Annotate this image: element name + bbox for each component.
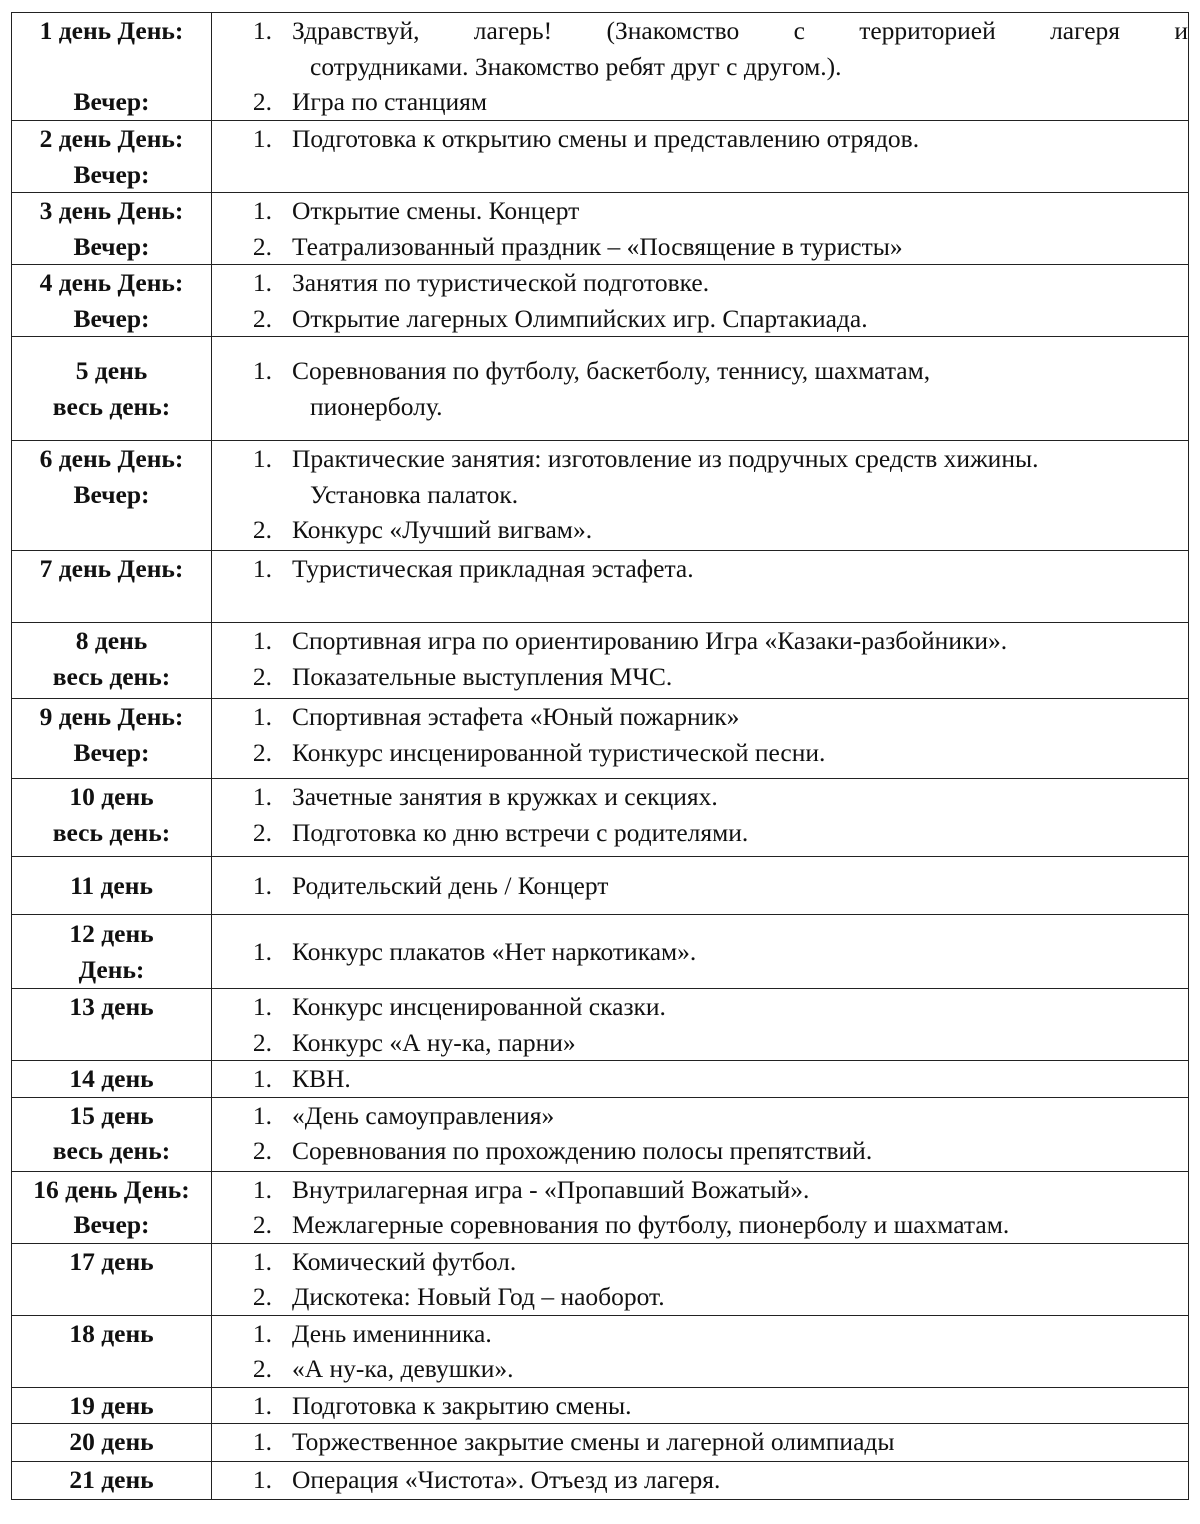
item-number: 1. (252, 554, 272, 583)
item-text-block (292, 934, 1188, 970)
activity-item (212, 84, 1188, 120)
item-text: Родительский день / Концерт (292, 870, 609, 900)
day-cell (12, 989, 212, 1061)
day-cell (12, 121, 212, 193)
item-text-block (292, 84, 1188, 120)
day-cell (12, 551, 212, 623)
item-number: 1. (252, 1465, 272, 1494)
item-number: 1. (252, 1427, 272, 1456)
day-label: 2 день День: (39, 124, 184, 153)
item-text-block (292, 551, 1188, 587)
schedule-row (12, 337, 1189, 441)
item-text: Туристическая прикладная эстафета. (292, 554, 694, 583)
activity-item (212, 1351, 1188, 1387)
item-text: Спортивная эстафета «Юный пожарник» (292, 702, 740, 731)
item-text: Спортивная игра по ориентированию Игра «Казаки-разбойники». (292, 626, 1008, 655)
item-text: Комический футбол. (292, 1246, 517, 1276)
day-cell (12, 1315, 212, 1387)
activities-cell (212, 857, 1189, 915)
item-text: Соревнования по футболу, баскетболу, теннису, шахматам, (292, 356, 931, 385)
item-text-block (292, 121, 1188, 157)
item-number: 1. (252, 196, 272, 225)
schedule-body (12, 13, 1189, 1500)
item-text-block (292, 735, 1188, 771)
activity-item (212, 229, 1188, 265)
schedule-row (12, 1424, 1189, 1462)
schedule-row (12, 121, 1189, 193)
item-text: «А ну-ка, девушки». (292, 1354, 514, 1383)
item-text-block (292, 512, 1188, 548)
day-label: 11 день (70, 870, 153, 900)
day-label: 14 день (69, 1064, 154, 1093)
item-number: 2. (252, 737, 272, 767)
schedule-row (12, 1315, 1189, 1387)
activities-cell (212, 699, 1189, 779)
item-text-block (292, 659, 1188, 695)
schedule-row (12, 915, 1189, 989)
activity-item (212, 1207, 1188, 1243)
day-label: Вечер: (73, 479, 150, 509)
item-text-continuation: сотрудниками. Знакомство ребят друг с другом.). (310, 51, 842, 81)
item-number: 1. (252, 936, 272, 966)
item-text: Занятия по туристической подготовке. (292, 268, 710, 297)
activity-item (212, 13, 1188, 84)
item-text-block (292, 13, 1188, 84)
day-label: Вечер: (73, 737, 150, 767)
item-number: 1. (252, 444, 272, 473)
schedule-row (12, 1243, 1189, 1315)
activity-item (212, 1133, 1188, 1169)
day-label: 9 день День: (39, 702, 184, 731)
day-cell (12, 1462, 212, 1500)
activities-cell (212, 441, 1189, 551)
activity-item (212, 265, 1188, 301)
activities-cell (212, 1171, 1189, 1243)
day-label: 1 день День: (39, 16, 184, 45)
day-label: 4 день День: (39, 268, 184, 297)
activities-cell (212, 1462, 1189, 1500)
item-text-block (292, 1133, 1188, 1169)
item-text: Показательные выступления МЧС. (292, 661, 673, 691)
activity-item (212, 1061, 1188, 1097)
day-label: Вечер: (73, 231, 150, 261)
day-label: Вечер: (73, 87, 150, 116)
day-label: 16 день День: (33, 1174, 190, 1204)
item-number: 1. (252, 1318, 272, 1348)
schedule-row (12, 441, 1189, 551)
activities-cell (212, 623, 1189, 699)
schedule-row (12, 989, 1189, 1061)
schedule-row (12, 699, 1189, 779)
item-text: Практические занятия: изготовление из подручных средств хижины. (292, 444, 1039, 473)
activities-cell (212, 1387, 1189, 1424)
day-label: 12 день (69, 919, 154, 948)
item-text-block (292, 623, 1188, 659)
activities-cell (212, 265, 1189, 337)
day-label: весь день: (52, 817, 171, 847)
activities-cell (212, 193, 1189, 265)
day-label: 10 день (69, 782, 154, 811)
camp-schedule-table (11, 12, 1189, 1500)
day-cell (12, 779, 212, 857)
item-text: Игра по станциям (292, 87, 487, 116)
activity-item (212, 1172, 1188, 1208)
item-text: Театрализованный праздник – «Посвящение в туристы» (292, 231, 903, 261)
activity-item (212, 735, 1188, 771)
day-cell (12, 915, 212, 989)
item-text: Здравствуй, лагерь! (Знакомство с территорией лагеря и (292, 16, 1188, 45)
item-text-block (292, 699, 1188, 735)
item-text: Конкурс «Лучший вигвам». (292, 515, 593, 544)
day-cell (12, 441, 212, 551)
activity-item (212, 512, 1188, 548)
schedule-row (12, 551, 1189, 623)
day-label: 17 день (69, 1246, 154, 1276)
item-text-block (292, 1462, 1188, 1498)
item-text-block (292, 229, 1188, 265)
activity-item (212, 121, 1188, 157)
activity-item (212, 989, 1188, 1025)
day-label: 13 день (69, 992, 154, 1021)
schedule-row (12, 193, 1189, 265)
item-text-block (292, 1098, 1188, 1134)
item-text: Дискотека: Новый Год – наоборот. (292, 1282, 665, 1311)
activity-item (212, 699, 1188, 735)
item-text-block (292, 1351, 1188, 1387)
activity-item (212, 551, 1188, 587)
item-text-block (292, 1388, 1188, 1424)
item-text-block (292, 989, 1188, 1025)
activity-item (212, 1025, 1188, 1061)
day-label: 21 день (69, 1465, 154, 1494)
day-label: Вечер: (73, 159, 150, 189)
item-text: Операция «Чистота». Отъезд из лагеря. (292, 1465, 721, 1494)
day-cell (12, 1243, 212, 1315)
item-text: Конкурс «А ну-ка, парни» (292, 1027, 576, 1057)
day-cell (12, 1097, 212, 1171)
item-text-block (292, 1172, 1188, 1208)
schedule-row (12, 779, 1189, 857)
activity-item (212, 779, 1188, 815)
day-label: 7 день День: (39, 554, 184, 583)
day-cell (12, 1424, 212, 1462)
day-cell (12, 337, 212, 441)
item-text-block (292, 1316, 1188, 1352)
schedule-row (12, 1097, 1189, 1171)
activity-item (212, 934, 1188, 970)
day-label: Вечер: (73, 303, 150, 333)
day-cell (12, 623, 212, 699)
day-label: весь день: (52, 391, 171, 421)
item-text-continuation: пионерболу. (310, 391, 443, 421)
schedule-row (12, 13, 1189, 121)
day-cell (12, 857, 212, 915)
activity-item (212, 353, 1188, 424)
day-label: 8 день (75, 626, 148, 655)
day-cell (12, 1387, 212, 1424)
item-text-continuation: Установка палаток. (310, 479, 519, 509)
item-number: 1. (252, 1390, 272, 1420)
activity-item (212, 301, 1188, 337)
item-number: 1. (252, 782, 272, 811)
activity-item (212, 623, 1188, 659)
activity-item (212, 1098, 1188, 1134)
item-text-block (292, 265, 1188, 301)
schedule-row (12, 1462, 1189, 1500)
item-text: «День самоуправления» (292, 1100, 555, 1130)
activity-item (212, 1244, 1188, 1280)
item-number: 2. (252, 87, 272, 116)
item-number: 1. (252, 16, 272, 45)
day-label: 20 день (69, 1427, 154, 1456)
item-text: Соревнования по прохождению полосы препятствий. (292, 1136, 873, 1165)
activities-cell (212, 1424, 1189, 1462)
activity-item (212, 441, 1188, 512)
schedule-row (12, 265, 1189, 337)
item-number: 2. (252, 817, 272, 847)
item-number: 2. (252, 515, 272, 544)
item-text-block (292, 353, 1188, 424)
item-number: 2. (252, 1136, 272, 1165)
item-text-block (292, 1061, 1188, 1097)
day-label: 15 день (69, 1100, 154, 1130)
activities-cell (212, 1061, 1189, 1098)
activity-item (212, 1424, 1188, 1460)
item-number: 2. (252, 1210, 272, 1239)
day-label: 6 день День: (39, 444, 184, 473)
item-text: Конкурс инсценированной сказки. (292, 992, 666, 1021)
item-text: Подготовка к закрытию смены. (292, 1390, 632, 1420)
item-number: 1. (252, 1246, 272, 1276)
item-text-block (292, 1025, 1188, 1061)
item-text: Внутрилагерная игра - «Пропавший Вожатый». (292, 1174, 810, 1204)
activities-cell (212, 13, 1189, 121)
item-text-block (292, 1279, 1188, 1315)
activity-item (212, 868, 1188, 904)
item-text-block (292, 441, 1188, 512)
activities-cell (212, 121, 1189, 193)
activity-item (212, 193, 1188, 229)
day-label: весь день: (52, 1136, 171, 1165)
item-text-block (292, 193, 1188, 229)
item-text: День именинника. (292, 1318, 492, 1348)
item-number: 1. (252, 702, 272, 731)
schedule-row (12, 623, 1189, 699)
activity-item (212, 1388, 1188, 1424)
activities-cell (212, 779, 1189, 857)
item-text: Конкурс инсценированной туристической песни. (292, 737, 826, 767)
activities-cell (212, 1315, 1189, 1387)
item-text: КВН. (292, 1064, 351, 1093)
schedule-row (12, 1171, 1189, 1243)
activities-cell (212, 1243, 1189, 1315)
activity-item (212, 659, 1188, 695)
item-text: Торжественное закрытие смены и лагерной олимпиады (292, 1427, 895, 1456)
activity-item (212, 815, 1188, 851)
activities-cell (212, 337, 1189, 441)
activities-cell (212, 1097, 1189, 1171)
item-number: 1. (252, 124, 272, 153)
day-label: 3 день День: (39, 196, 184, 225)
activity-item (212, 1462, 1188, 1498)
item-number: 1. (252, 268, 272, 297)
day-label: 19 день (69, 1390, 154, 1420)
item-text-block (292, 779, 1188, 815)
item-text-block (292, 1424, 1188, 1460)
schedule-row (12, 857, 1189, 915)
item-number: 1. (252, 1064, 272, 1093)
day-cell (12, 1171, 212, 1243)
day-cell (12, 13, 212, 121)
item-text: Открытие лагерных Олимпийских игр. Спартакиада. (292, 303, 868, 333)
day-label: День: (78, 954, 145, 984)
item-number: 2. (252, 1354, 272, 1383)
day-cell (12, 193, 212, 265)
item-text: Подготовка к открытию смены и представлению отрядов. (292, 124, 920, 153)
activities-cell (212, 915, 1189, 989)
item-number: 1. (252, 1100, 272, 1130)
schedule-row (12, 1061, 1189, 1098)
day-label: 5 день (75, 356, 148, 385)
day-cell (12, 265, 212, 337)
item-text-block (292, 301, 1188, 337)
activity-item (212, 1316, 1188, 1352)
item-number: 1. (252, 992, 272, 1021)
item-number: 2. (252, 1282, 272, 1311)
day-label: 18 день (69, 1318, 154, 1348)
day-label: Вечер: (73, 1210, 150, 1239)
schedule-row (12, 1387, 1189, 1424)
item-number: 2. (252, 303, 272, 333)
item-text: Конкурс плакатов «Нет наркотикам». (292, 936, 697, 966)
item-number: 2. (252, 661, 272, 691)
item-text-block (292, 1244, 1188, 1280)
activity-item (212, 1279, 1188, 1315)
item-text: Зачетные занятия в кружках и секциях. (292, 782, 718, 811)
day-cell (12, 1061, 212, 1098)
item-text: Открытие смены. Концерт (292, 196, 580, 225)
item-number: 1. (252, 870, 272, 900)
item-number: 1. (252, 626, 272, 655)
day-label (12, 49, 211, 85)
item-number: 2. (252, 1027, 272, 1057)
item-number: 2. (252, 231, 272, 261)
item-number: 1. (252, 1174, 272, 1204)
item-text-block (292, 815, 1188, 851)
item-text-block (292, 1207, 1188, 1243)
day-cell (12, 699, 212, 779)
day-label: весь день: (52, 661, 171, 691)
item-text-block (292, 868, 1188, 904)
activities-cell (212, 551, 1189, 623)
item-number: 1. (252, 356, 272, 385)
item-text: Подготовка ко дню встречи с родителями. (292, 817, 749, 847)
activities-cell (212, 989, 1189, 1061)
item-text: Межлагерные соревнования по футболу, пионерболу и шахматам. (292, 1210, 1010, 1239)
